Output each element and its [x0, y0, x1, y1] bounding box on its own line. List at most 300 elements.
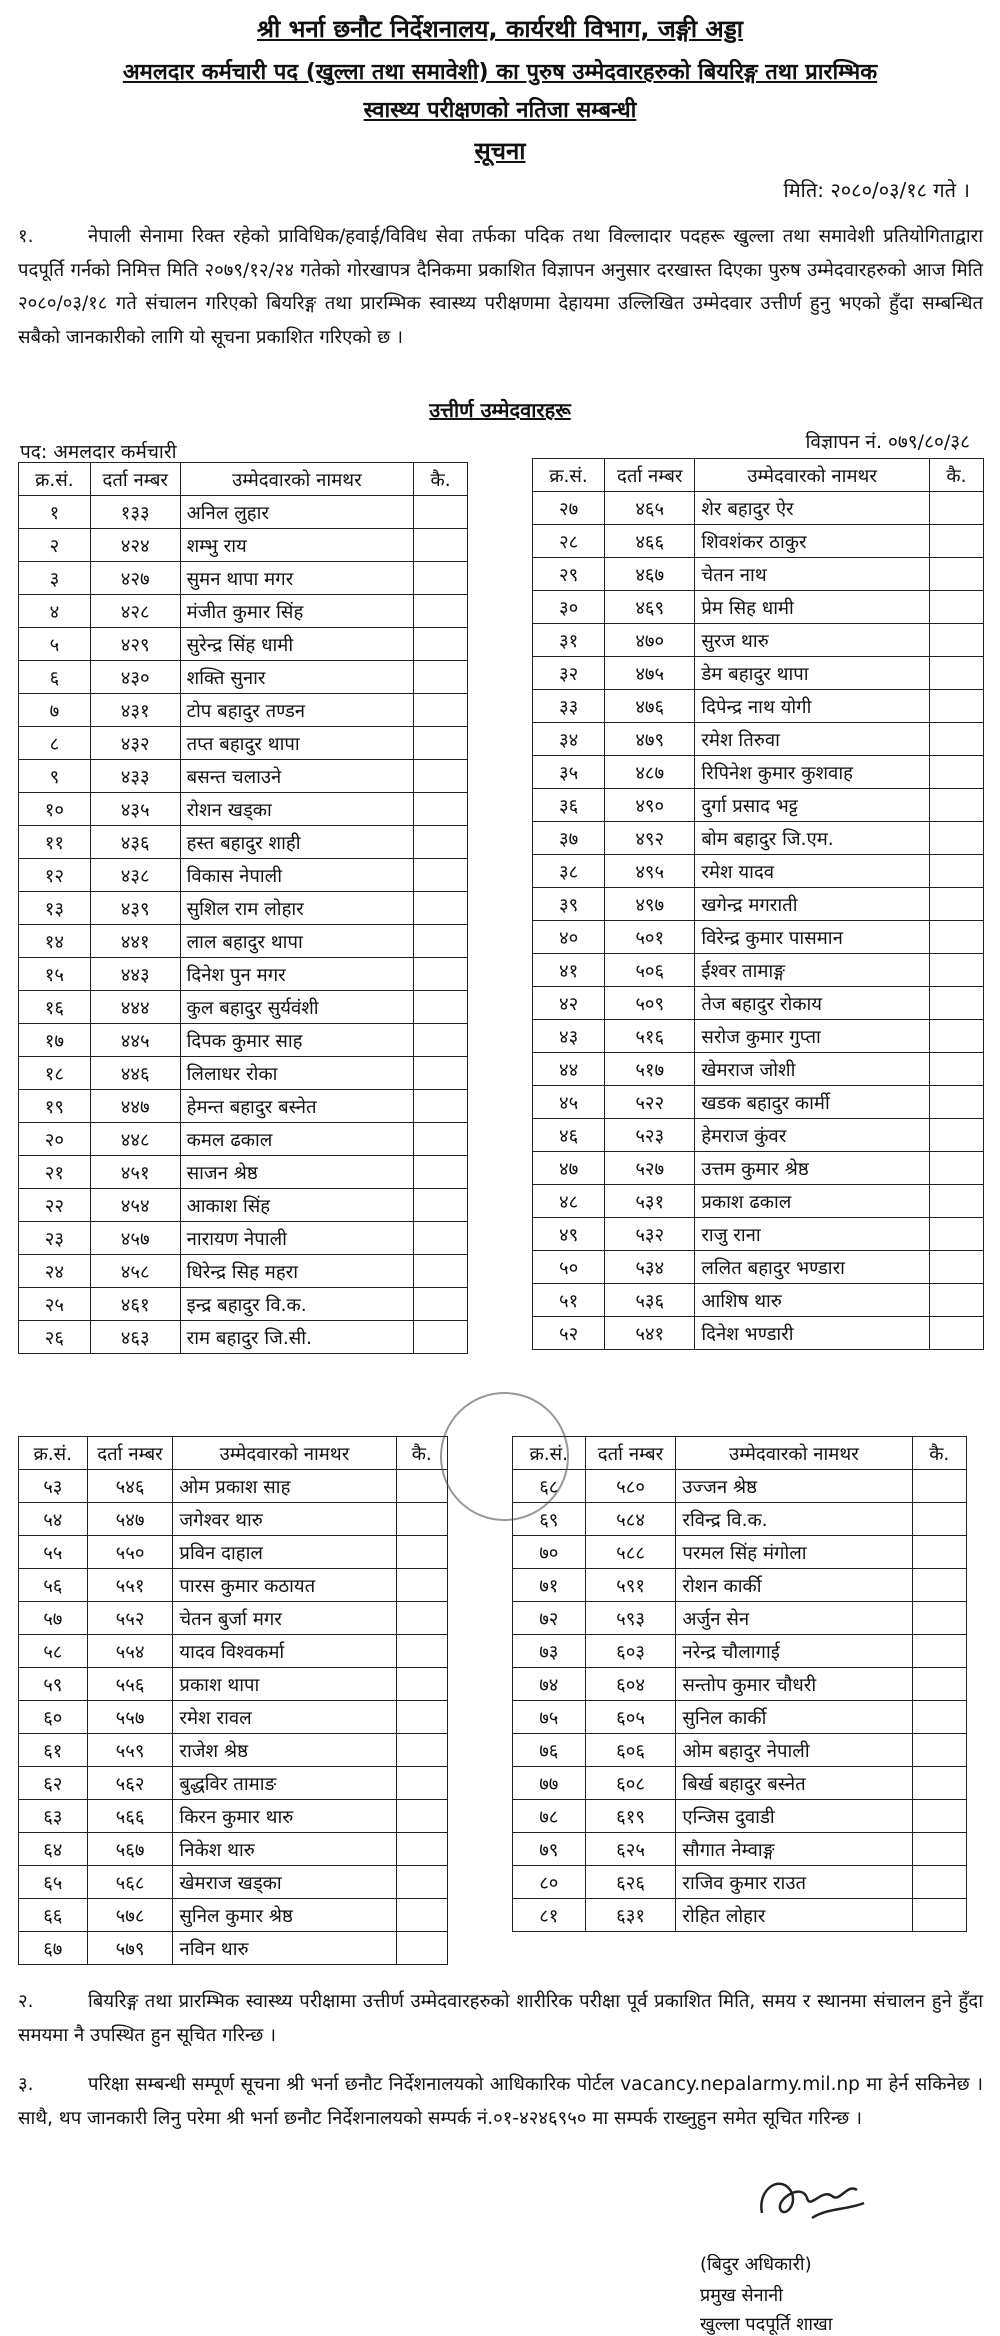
remarks-cell: [414, 1123, 468, 1156]
serial-cell: ६६: [19, 1899, 88, 1932]
table-row: [19, 892, 468, 925]
registration-cell: ४५८: [90, 1255, 180, 1288]
table-row: [533, 855, 984, 888]
name-cell: आशिष थारु: [695, 1284, 930, 1317]
name-cell: रिपिनेश कुमार कुशवाह: [695, 756, 930, 789]
serial-cell: ६२: [19, 1767, 88, 1800]
serial-cell: १०: [19, 793, 91, 826]
serial-cell: १३: [19, 892, 91, 925]
table-row: [533, 954, 984, 987]
serial-cell: ६८: [513, 1470, 586, 1503]
remarks-cell: [414, 1288, 468, 1321]
name-cell: नरेन्द्र चौलागाई: [676, 1635, 912, 1668]
registration-cell: ४६५: [605, 492, 695, 525]
remarks-cell: [414, 1189, 468, 1222]
remarks-cell: [414, 1222, 468, 1255]
registration-cell: ४६३: [90, 1321, 180, 1354]
remarks-cell: [929, 855, 983, 888]
serial-cell: ४८: [533, 1185, 605, 1218]
serial-cell: ६५: [19, 1866, 88, 1899]
name-cell: दिपक कुमार साह: [180, 1024, 413, 1057]
remarks-cell: [414, 1255, 468, 1288]
candidates-table-4: [512, 1436, 967, 1932]
registration-cell: ५१६: [605, 1020, 695, 1053]
paragraph-number: २.: [18, 1991, 34, 2012]
remarks-cell: [414, 496, 468, 529]
registration-cell: ६०५: [585, 1701, 676, 1734]
name-cell: ईश्वर तामाङ्ग: [695, 954, 930, 987]
signatory-office: खुल्ला पदपूर्ति शाखा: [700, 2314, 833, 2335]
candidates-table-3: [18, 1436, 448, 1965]
name-cell: बसन्त चलाउने: [180, 760, 413, 793]
name-cell: प्रकाश थापा: [173, 1668, 396, 1701]
table-row: [533, 723, 984, 756]
table-row: [19, 1932, 448, 1965]
serial-cell: २२: [19, 1189, 91, 1222]
remarks-header: कै.: [414, 463, 468, 496]
paragraph-2: [18, 1985, 983, 2052]
remarks-cell: [929, 723, 983, 756]
name-cell: निकेश थारु: [173, 1833, 396, 1866]
serial-header: क्र.सं.: [19, 463, 91, 496]
name-cell: खडक बहादुर कार्मी: [695, 1086, 930, 1119]
registration-cell: ६०३: [585, 1635, 676, 1668]
name-cell: टोप बहादुर तण्डन: [180, 694, 413, 727]
name-cell: सुरज थारु: [695, 624, 930, 657]
name-cell: सुरेन्द्र सिंह धामी: [180, 628, 413, 661]
registration-cell: ५६८: [87, 1866, 173, 1899]
name-cell: सौगात नेम्वाङ्ग: [676, 1833, 912, 1866]
registration-cell: ४५४: [90, 1189, 180, 1222]
remarks-cell: [912, 1833, 966, 1866]
remarks-cell: [912, 1569, 966, 1602]
registration-cell: ५९१: [585, 1569, 676, 1602]
name-cell: खगेन्द्र मगराती: [695, 888, 930, 921]
table-row: [533, 525, 984, 558]
table-row: [533, 756, 984, 789]
serial-cell: ७६: [513, 1734, 586, 1767]
registration-cell: ५९३: [585, 1602, 676, 1635]
name-cell: शेर बहादुर ऐर: [695, 492, 930, 525]
table-row: [533, 822, 984, 855]
serial-cell: २६: [19, 1321, 91, 1354]
name-cell: सन्तोप कुमार चौधरी: [676, 1668, 912, 1701]
serial-cell: २७: [533, 492, 605, 525]
registration-cell: ४६७: [605, 558, 695, 591]
remarks-cell: [396, 1734, 447, 1767]
table-row: [533, 1251, 984, 1284]
name-cell: दिनेश पुन मगर: [180, 958, 413, 991]
serial-cell: ५९: [19, 1668, 88, 1701]
remarks-cell: [912, 1470, 966, 1503]
remarks-cell: [929, 954, 983, 987]
table-row: [19, 1602, 448, 1635]
serial-cell: १: [19, 496, 91, 529]
serial-cell: ४०: [533, 921, 605, 954]
serial-cell: ४१: [533, 954, 605, 987]
table-row: [513, 1866, 967, 1899]
serial-cell: ५: [19, 628, 91, 661]
serial-cell: २०: [19, 1123, 91, 1156]
serial-cell: ३७: [533, 822, 605, 855]
registration-cell: ४३१: [90, 694, 180, 727]
table-row: [513, 1833, 967, 1866]
table-row: [19, 1734, 448, 1767]
serial-cell: ७७: [513, 1767, 586, 1800]
name-cell: डेम बहादुर थापा: [695, 657, 930, 690]
serial-cell: ५८: [19, 1635, 88, 1668]
remarks-cell: [929, 1284, 983, 1317]
name-cell: दिपेन्द्र नाथ योगी: [695, 690, 930, 723]
office-stamp: [440, 1392, 569, 1521]
registration-cell: ४९०: [605, 789, 695, 822]
remarks-cell: [414, 958, 468, 991]
registration-cell: ४५७: [90, 1222, 180, 1255]
table-row: [19, 1321, 468, 1354]
table-row: [533, 921, 984, 954]
registration-cell: ५३२: [605, 1218, 695, 1251]
serial-cell: ६०: [19, 1701, 88, 1734]
remarks-cell: [929, 1053, 983, 1086]
registration-cell: ५०९: [605, 987, 695, 1020]
serial-cell: ३०: [533, 591, 605, 624]
registration-cell: ५५४: [87, 1635, 173, 1668]
serial-cell: ७८: [513, 1800, 586, 1833]
name-cell: रोशन खड्का: [180, 793, 413, 826]
registration-cell: ४४३: [90, 958, 180, 991]
table-row: [19, 991, 468, 1024]
table-row: [19, 1668, 448, 1701]
table-row: [19, 1899, 448, 1932]
table-row: [19, 1503, 448, 1536]
serial-cell: ७१: [513, 1569, 586, 1602]
registration-cell: ४९२: [605, 822, 695, 855]
registration-cell: ५३१: [605, 1185, 695, 1218]
table-row: [513, 1635, 967, 1668]
name-cell: राजु राना: [695, 1218, 930, 1251]
table-row: [513, 1569, 967, 1602]
serial-cell: ६: [19, 661, 91, 694]
serial-cell: ५२: [533, 1317, 605, 1350]
name-cell: शक्ति सुनार: [180, 661, 413, 694]
serial-cell: ४५: [533, 1086, 605, 1119]
name-header: उम्मेदवारको नामथर: [173, 1437, 396, 1470]
serial-cell: ७२: [513, 1602, 586, 1635]
remarks-cell: [929, 1251, 983, 1284]
serial-cell: ५४: [19, 1503, 88, 1536]
table-row: [19, 1123, 468, 1156]
serial-cell: ४९: [533, 1218, 605, 1251]
table-row: [19, 1156, 468, 1189]
name-cell: मंजीत कुमार सिंह: [180, 595, 413, 628]
remarks-cell: [929, 756, 983, 789]
table-row: [513, 1503, 967, 1536]
name-cell: अर्जुन सेन: [676, 1602, 912, 1635]
serial-cell: ५७: [19, 1602, 88, 1635]
registration-cell: ५५७: [87, 1701, 173, 1734]
table-row: [533, 1020, 984, 1053]
serial-cell: ४७: [533, 1152, 605, 1185]
name-cell: हेमराज कुंवर: [695, 1119, 930, 1152]
name-cell: रोहित लोहार: [676, 1899, 912, 1932]
remarks-cell: [396, 1668, 447, 1701]
remarks-cell: [912, 1866, 966, 1899]
serial-cell: ६९: [513, 1503, 586, 1536]
remarks-cell: [414, 694, 468, 727]
table-row: [533, 1119, 984, 1152]
remarks-cell: [912, 1899, 966, 1932]
table-row: [533, 1185, 984, 1218]
remarks-cell: [929, 888, 983, 921]
table-row: [19, 958, 468, 991]
serial-cell: ७९: [513, 1833, 586, 1866]
name-cell: साजन श्रेष्ठ: [180, 1156, 413, 1189]
name-cell: रोशन कार्की: [676, 1569, 912, 1602]
table-row: [533, 1218, 984, 1251]
registration-cell: ५५२: [87, 1602, 173, 1635]
remarks-cell: [929, 525, 983, 558]
serial-cell: ६३: [19, 1800, 88, 1833]
registration-cell: ६१९: [585, 1800, 676, 1833]
remarks-cell: [929, 690, 983, 723]
name-cell: खेमराज खड्का: [173, 1866, 396, 1899]
serial-cell: ४२: [533, 987, 605, 1020]
name-cell: सरोज कुमार गुप्ता: [695, 1020, 930, 1053]
remarks-cell: [912, 1536, 966, 1569]
table-header-row: [19, 1437, 448, 1470]
remarks-cell: [414, 529, 468, 562]
name-cell: सुनिल कुमार श्रेष्ठ: [173, 1899, 396, 1932]
table-row: [533, 1317, 984, 1350]
remarks-cell: [929, 558, 983, 591]
serial-cell: १७: [19, 1024, 91, 1057]
remarks-cell: [912, 1602, 966, 1635]
remarks-cell: [929, 822, 983, 855]
serial-header: क्र.सं.: [513, 1437, 586, 1470]
name-cell: विरेन्द्र कुमार पासमान: [695, 921, 930, 954]
remarks-cell: [912, 1701, 966, 1734]
serial-cell: ५०: [533, 1251, 605, 1284]
name-cell: शिवशंकर ठाकुर: [695, 525, 930, 558]
candidates-table-1: [18, 462, 468, 1354]
remarks-cell: [396, 1800, 447, 1833]
serial-header: क्र.सं.: [533, 459, 605, 492]
name-cell: रमेश रावल: [173, 1701, 396, 1734]
remarks-cell: [929, 1020, 983, 1053]
registration-cell: ४३३: [90, 760, 180, 793]
table-row: [513, 1470, 967, 1503]
remarks-cell: [396, 1701, 447, 1734]
name-cell: हेमन्त बहादुर बस्नेत: [180, 1090, 413, 1123]
serial-cell: २: [19, 529, 91, 562]
registration-cell: ४७९: [605, 723, 695, 756]
table-row: [19, 859, 468, 892]
remarks-cell: [414, 826, 468, 859]
table-row: [19, 1536, 448, 1569]
table-row: [533, 1284, 984, 1317]
serial-cell: २८: [533, 525, 605, 558]
table-row: [19, 1189, 468, 1222]
registration-cell: ६०८: [585, 1767, 676, 1800]
serial-cell: ३८: [533, 855, 605, 888]
remarks-cell: [414, 727, 468, 760]
registration-cell: ४४६: [90, 1057, 180, 1090]
registration-cell: ५६२: [87, 1767, 173, 1800]
registration-cell: ५१७: [605, 1053, 695, 1086]
remarks-cell: [414, 628, 468, 661]
serial-cell: ३३: [533, 690, 605, 723]
name-cell: चेतन नाथ: [695, 558, 930, 591]
table-row: [19, 1767, 448, 1800]
registration-cell: ५५०: [87, 1536, 173, 1569]
remarks-cell: [414, 562, 468, 595]
candidates-table-2: [532, 458, 984, 1350]
table-row: [533, 624, 984, 657]
serial-cell: ४३: [533, 1020, 605, 1053]
name-cell: तेज बहादुर रोकाय: [695, 987, 930, 1020]
remarks-cell: [396, 1503, 447, 1536]
registration-cell: ४८७: [605, 756, 695, 789]
registration-cell: ४२९: [90, 628, 180, 661]
serial-cell: ८: [19, 727, 91, 760]
serial-cell: २५: [19, 1288, 91, 1321]
remarks-cell: [414, 760, 468, 793]
table-row: [19, 1288, 468, 1321]
registration-cell: ४३२: [90, 727, 180, 760]
table-row: [19, 628, 468, 661]
passed-candidates-heading: उत्तीर्ण उम्मेदवारहरू: [429, 398, 571, 422]
remarks-cell: [396, 1470, 447, 1503]
registration-cell: ५५६: [87, 1668, 173, 1701]
registration-cell: ६०६: [585, 1734, 676, 1767]
name-header: उम्मेदवारको नामथर: [676, 1437, 912, 1470]
registration-cell: ५४७: [87, 1503, 173, 1536]
registration-cell: ५२३: [605, 1119, 695, 1152]
remarks-cell: [396, 1932, 447, 1965]
table-row: [533, 1152, 984, 1185]
table-header-row: [513, 1437, 967, 1470]
registration-cell: ४७५: [605, 657, 695, 690]
serial-cell: १४: [19, 925, 91, 958]
remarks-cell: [396, 1602, 447, 1635]
remarks-cell: [396, 1635, 447, 1668]
serial-cell: ४४: [533, 1053, 605, 1086]
registration-cell: ४३९: [90, 892, 180, 925]
name-cell: बोम बहादुर जि.एम.: [695, 822, 930, 855]
post-label: पद: अमलदार कर्मचारी: [20, 441, 177, 463]
table-row: [19, 496, 468, 529]
serial-header: क्र.सं.: [19, 1437, 88, 1470]
registration-cell: ६०४: [585, 1668, 676, 1701]
remarks-cell: [414, 1090, 468, 1123]
table-row: [19, 1222, 468, 1255]
registration-cell: ५५१: [87, 1569, 173, 1602]
name-cell: बिर्ख बहादुर बस्नेत: [676, 1767, 912, 1800]
name-cell: रमेश यादव: [695, 855, 930, 888]
registration-cell: ५०१: [605, 921, 695, 954]
serial-cell: ९: [19, 760, 91, 793]
name-cell: प्रेम सिह धामी: [695, 591, 930, 624]
registration-cell: ५६७: [87, 1833, 173, 1866]
serial-cell: १२: [19, 859, 91, 892]
name-cell: जगेश्वर थारु: [173, 1503, 396, 1536]
serial-cell: ४६: [533, 1119, 605, 1152]
name-cell: दिनेश भण्डारी: [695, 1317, 930, 1350]
table-row: [533, 789, 984, 822]
serial-cell: ६१: [19, 1734, 88, 1767]
remarks-cell: [912, 1503, 966, 1536]
office-heading: श्री भर्ना छनौट निर्देशनालय, कार्यरथी विभाग, जङ्गी अड्डा: [257, 15, 743, 43]
name-cell: रमेश तिरुवा: [695, 723, 930, 756]
registration-cell: ६२५: [585, 1833, 676, 1866]
serial-cell: ५६: [19, 1569, 88, 1602]
name-cell: आकाश सिंह: [180, 1189, 413, 1222]
table-row: [513, 1668, 967, 1701]
registration-cell: ६३१: [585, 1899, 676, 1932]
serial-cell: १५: [19, 958, 91, 991]
remarks-cell: [414, 991, 468, 1024]
registration-cell: ४६९: [605, 591, 695, 624]
registration-cell: ५२२: [605, 1086, 695, 1119]
serial-cell: ७: [19, 694, 91, 727]
remarks-cell: [414, 793, 468, 826]
registration-cell: १३३: [90, 496, 180, 529]
table-row: [533, 492, 984, 525]
name-cell: सुनिल कार्की: [676, 1701, 912, 1734]
serial-cell: ७५: [513, 1701, 586, 1734]
name-cell: प्रकाश ढकाल: [695, 1185, 930, 1218]
registration-cell: ४६६: [605, 525, 695, 558]
name-cell: एन्जिस दुवाडी: [676, 1800, 912, 1833]
paragraph-1: [18, 220, 983, 354]
registration-cell: ४४१: [90, 925, 180, 958]
name-cell: दुर्गा प्रसाद भट्ट: [695, 789, 930, 822]
paragraph-number: ३.: [18, 2074, 34, 2095]
name-cell: खेमराज जोशी: [695, 1053, 930, 1086]
table-row: [533, 558, 984, 591]
registration-cell: ४३५: [90, 793, 180, 826]
remarks-cell: [912, 1635, 966, 1668]
registration-cell: ४७०: [605, 624, 695, 657]
registration-cell: ४४४: [90, 991, 180, 1024]
serial-cell: २९: [533, 558, 605, 591]
name-cell: सुमन थापा मगर: [180, 562, 413, 595]
remarks-cell: [414, 1321, 468, 1354]
name-cell: विकास नेपाली: [180, 859, 413, 892]
name-cell: हस्त बहादुर शाही: [180, 826, 413, 859]
subject-line-2: स्वास्थ्य परीक्षणको नतिजा सम्बन्धी: [363, 98, 637, 123]
registration-cell: ५३६: [605, 1284, 695, 1317]
table-row: [533, 657, 984, 690]
remarks-cell: [912, 1734, 966, 1767]
table-row: [19, 1701, 448, 1734]
table-row: [513, 1899, 967, 1932]
table-row: [19, 1866, 448, 1899]
serial-cell: ५५: [19, 1536, 88, 1569]
registration-cell: ४४८: [90, 1123, 180, 1156]
name-cell: यादव विश्वकर्मा: [173, 1635, 396, 1668]
remarks-cell: [929, 657, 983, 690]
serial-cell: २४: [19, 1255, 91, 1288]
remarks-cell: [414, 661, 468, 694]
table-row: [19, 760, 468, 793]
serial-cell: ११: [19, 826, 91, 859]
serial-cell: ५१: [533, 1284, 605, 1317]
registration-header: दर्ता नम्बर: [90, 463, 180, 496]
signatory-name: (बिदुर अधिकारी): [700, 2254, 812, 2275]
table-row: [533, 591, 984, 624]
name-cell: नारायण नेपाली: [180, 1222, 413, 1255]
